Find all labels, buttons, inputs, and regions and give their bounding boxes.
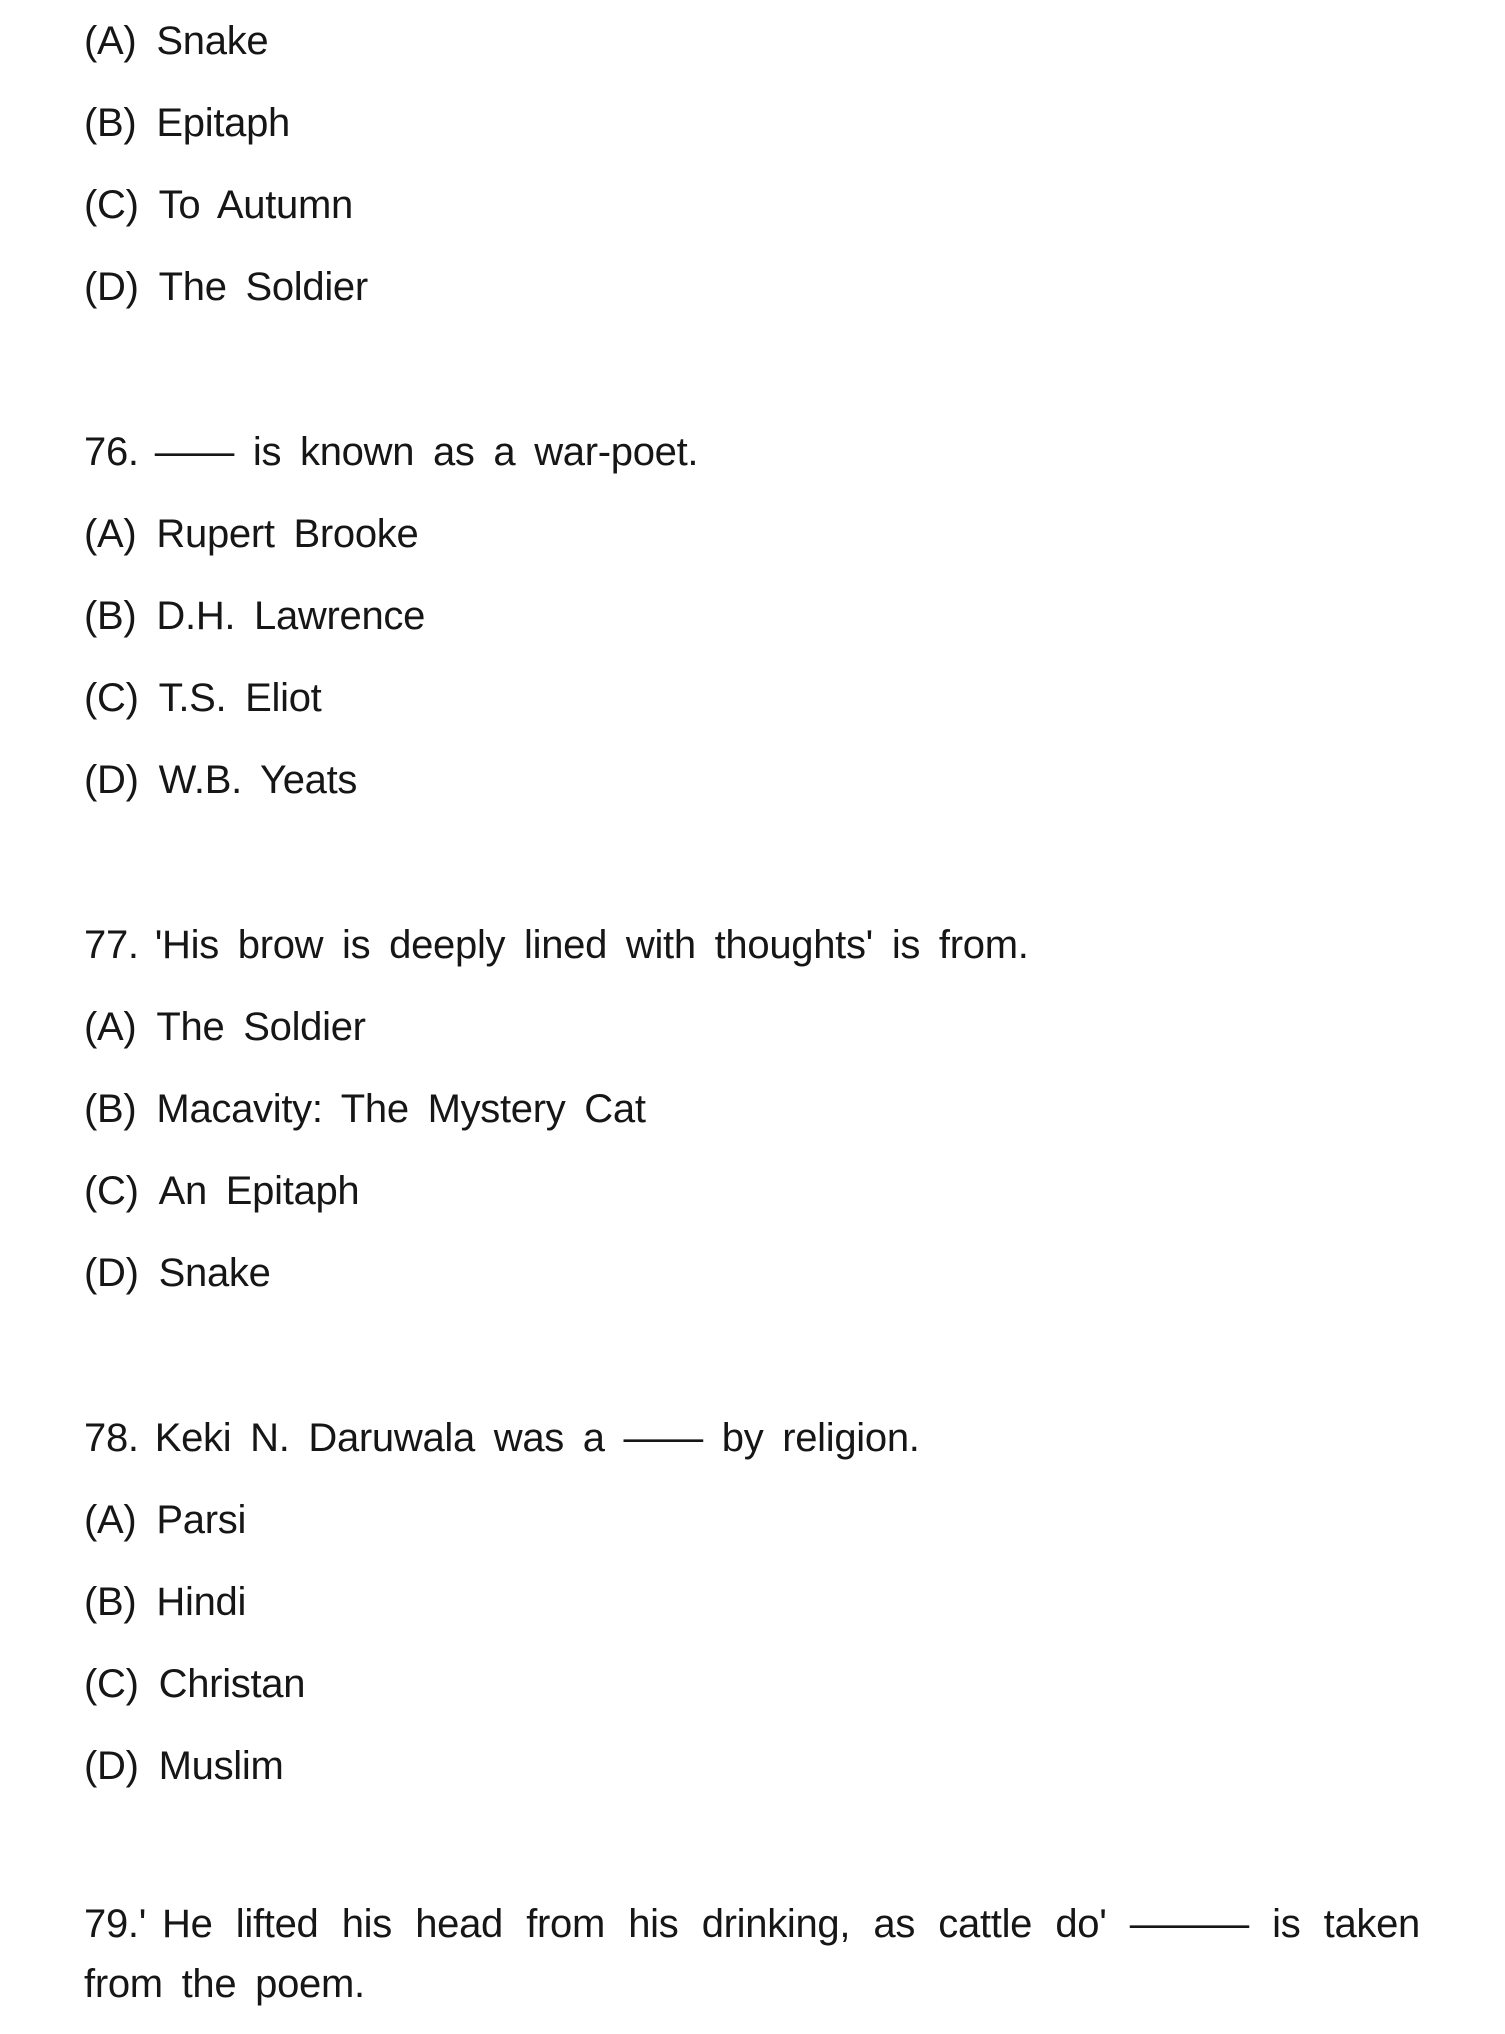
option-label: (D) xyxy=(84,1744,139,1788)
question-row xyxy=(84,1415,1420,1461)
option-label: (A) xyxy=(84,19,137,63)
question-text: Keki N. Daruwala was a —— by religion. xyxy=(154,1416,920,1460)
option-label: (D) xyxy=(84,265,139,309)
option-text: Snake xyxy=(158,1251,271,1295)
option-label: (A) xyxy=(84,1498,137,1542)
question-text: from the poem. xyxy=(84,1962,365,2006)
option-row xyxy=(84,1086,1420,1132)
option-row xyxy=(84,1661,1420,1707)
option-text: Epitaph xyxy=(156,101,290,145)
option-label: (C) xyxy=(84,1169,139,1213)
option-label: (A) xyxy=(84,1005,137,1049)
question-row xyxy=(84,429,1420,475)
question-text: 'His brow is deeply lined with thoughts' is from. xyxy=(154,923,1029,967)
option-text: D.H. Lawrence xyxy=(156,594,426,638)
option-text: The Soldier xyxy=(156,1005,366,1049)
option-text: Muslim xyxy=(158,1744,284,1788)
option-label: (B) xyxy=(84,594,137,638)
option-row xyxy=(84,511,1420,557)
question-79-block xyxy=(84,1894,1420,2014)
option-text: Hindi xyxy=(156,1580,247,1624)
option-label: (D) xyxy=(84,1251,139,1295)
option-row xyxy=(84,100,1420,146)
option-row xyxy=(84,18,1420,64)
question-number: 77. xyxy=(84,923,139,967)
option-text: Rupert Brooke xyxy=(156,512,419,556)
option-label: (D) xyxy=(84,758,139,802)
option-row xyxy=(84,1497,1420,1543)
question-76-block xyxy=(84,429,1420,803)
option-label: (B) xyxy=(84,1580,137,1624)
option-text: Parsi xyxy=(156,1498,247,1542)
option-text: W.B. Yeats xyxy=(158,758,358,802)
option-text: Christan xyxy=(158,1662,306,1706)
question-text: —— is known as a war-poet. xyxy=(154,430,699,474)
option-row xyxy=(84,1250,1420,1296)
question-number: 78. xyxy=(84,1416,139,1460)
option-text: An Epitaph xyxy=(158,1169,360,1213)
option-text: The Soldier xyxy=(158,265,368,309)
option-text: Snake xyxy=(156,19,269,63)
question-text-continued xyxy=(84,1954,1420,2014)
option-row xyxy=(84,757,1420,803)
option-label: (A) xyxy=(84,512,137,556)
option-row xyxy=(84,1743,1420,1789)
option-text: To Autumn xyxy=(158,183,353,227)
option-row xyxy=(84,1579,1420,1625)
option-label: (B) xyxy=(84,1087,137,1131)
option-row xyxy=(84,182,1420,228)
option-label: (C) xyxy=(84,183,139,227)
question-text: He lifted his head from his drinking, as cattle do' ——— is taken xyxy=(162,1902,1420,1946)
option-row xyxy=(84,1168,1420,1214)
option-label: (B) xyxy=(84,101,137,145)
option-label: (C) xyxy=(84,1662,139,1706)
option-row xyxy=(84,593,1420,639)
question-number: 79.' xyxy=(84,1902,147,1946)
option-row xyxy=(84,264,1420,310)
option-row xyxy=(84,675,1420,721)
question-row xyxy=(84,922,1420,968)
option-text: Macavity: The Mystery Cat xyxy=(156,1087,646,1131)
continued-options-block xyxy=(84,18,1420,310)
question-77-block xyxy=(84,922,1420,1296)
question-number: 76. xyxy=(84,430,139,474)
option-row xyxy=(84,1004,1420,1050)
question-78-block xyxy=(84,1415,1420,1789)
question-row xyxy=(84,1894,1420,1954)
option-text: T.S. Eliot xyxy=(158,676,322,720)
option-label: (C) xyxy=(84,676,139,720)
